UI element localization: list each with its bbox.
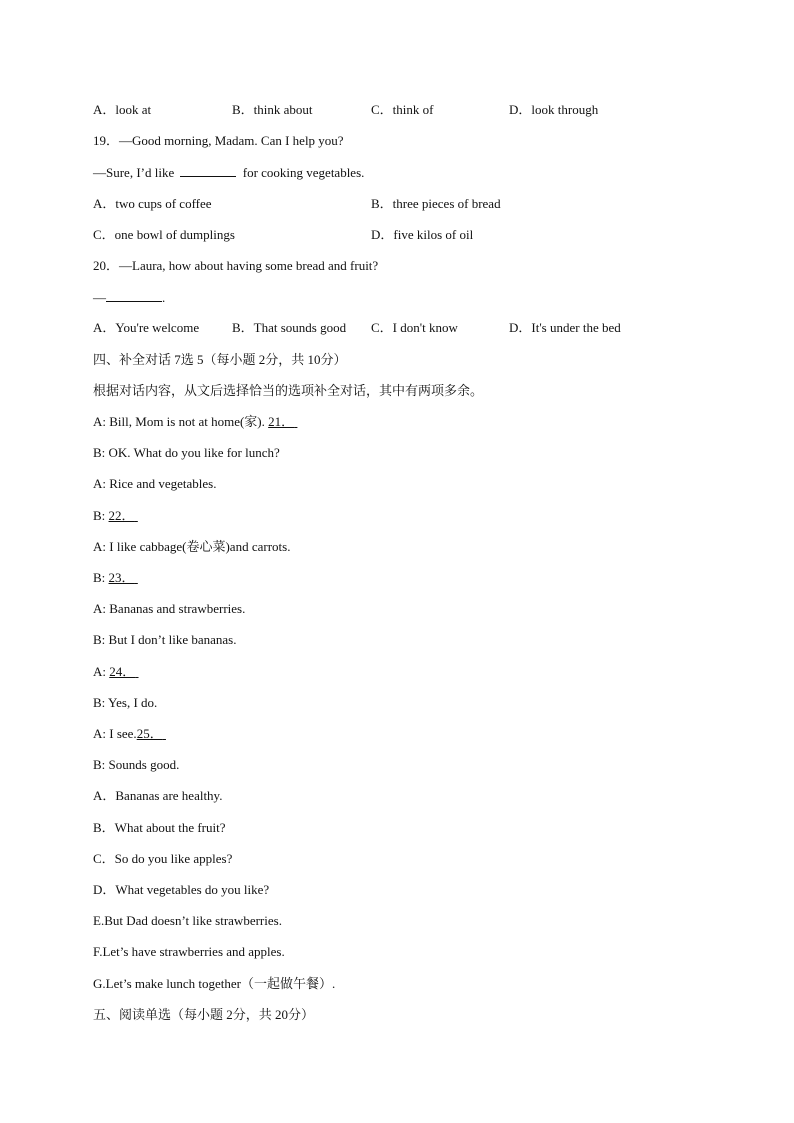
answer-blank-22: 22． <box>108 508 135 523</box>
q20-answer-line <box>93 289 165 306</box>
section4-instruction: 根据对话内容，从文后选择恰当的选项补全对话，其中有两项多余。 <box>93 383 484 398</box>
dialogue-line: B: OK. What do you like for lunch? <box>93 445 280 460</box>
dialogue-line: A: 24． <box>93 664 136 679</box>
q20-option-a: A．You're welcome <box>93 320 200 335</box>
q18-option-b: B．think about <box>232 102 313 117</box>
dialogue-line: A: Bill, Mom is not at home(家). 21． <box>93 414 295 429</box>
section4-option: G.Let’s make lunch together（一起做午餐）. <box>93 976 336 991</box>
section4-title: 四、补全对话 7选 5（每小题 2分，共 10分） <box>93 352 347 367</box>
q19-line2-before: —Sure, I’d like <box>93 165 175 180</box>
q20-stem: 20．—Laura, how about having some bread and fruit? <box>93 258 379 273</box>
q19-option-b: B．three pieces of bread <box>371 196 501 211</box>
q18-option-d: D．look through <box>509 102 599 117</box>
section4-option: C．So do you like apples? <box>93 851 233 866</box>
q20-answer-prefix: — <box>93 290 106 305</box>
section5-title: 五、阅读单选（每小题 2分，共 20分） <box>93 1007 315 1022</box>
q20-option-c: C．I don't know <box>371 320 458 335</box>
dialogue-line: A: Bananas and strawberries. <box>93 601 246 616</box>
q19-option-d: D．five kilos of oil <box>371 227 474 242</box>
q18-option-a: A．look at <box>93 102 152 117</box>
q19-stem: 19．—Good morning, Madam. Can I help you? <box>93 133 344 148</box>
q19-option-c: C．one bowl of dumplings <box>93 227 235 242</box>
answer-blank-23: 23． <box>108 570 135 585</box>
dialogue-line: A: Rice and vegetables. <box>93 476 217 491</box>
q19-line2 <box>93 164 364 181</box>
section4-option: D．What vegetables do you like? <box>93 882 270 897</box>
answer-blank-24: 24． <box>109 664 136 679</box>
q19-option-a: A．two cups of coffee <box>93 196 212 211</box>
q20-answer-suffix: . <box>162 290 166 305</box>
dialogue-line: B: But I don’t like bananas. <box>93 632 237 647</box>
answer-blank-21: 21． <box>268 414 295 429</box>
dialogue-line: A: I see.25． <box>93 726 163 741</box>
section4-option: B．What about the fruit? <box>93 820 226 835</box>
dialogue-line: B: 23． <box>93 570 135 585</box>
dialogue-line: A: I like cabbage(卷心菜)and carrots. <box>93 539 291 554</box>
q20-option-b: B．That sounds good <box>232 320 347 335</box>
q19-line2-after: for cooking vegetables. <box>242 165 365 180</box>
q20-answer-blank <box>106 289 162 302</box>
q20-option-d: D．It's under the bed <box>509 320 621 335</box>
section4-option: F.Let’s have strawberries and apples. <box>93 944 285 959</box>
section4-option: E.But Dad doesn’t like strawberries. <box>93 913 282 928</box>
dialogue-line: B: Yes, I do. <box>93 695 158 710</box>
dialogue-line: B: Sounds good. <box>93 757 180 772</box>
section4-option: A．Bananas are healthy. <box>93 788 223 803</box>
answer-blank-25: 25． <box>136 726 163 741</box>
q18-option-c: C．think of <box>371 102 434 117</box>
q19-answer-blank <box>180 164 236 177</box>
dialogue-line: B: 22． <box>93 508 135 523</box>
